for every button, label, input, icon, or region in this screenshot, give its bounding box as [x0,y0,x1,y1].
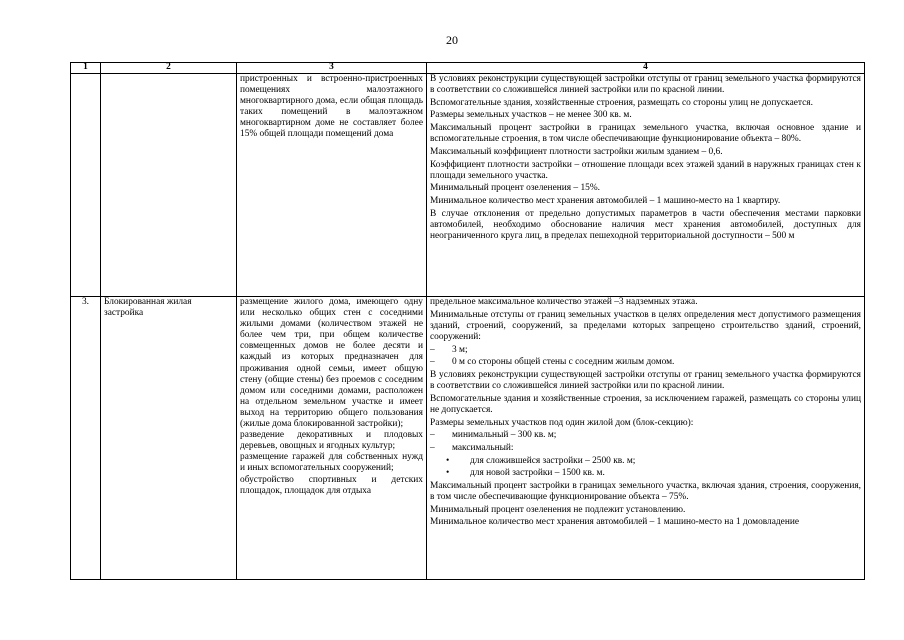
paragraph: В условиях реконструкции существующей застройки отступы от границ земельного участка формируются в соответствии со сложившейся линией застройки или по красной линии. [430,74,861,96]
bullet-marker: • [446,455,450,466]
header-cell-1: 1 [71,63,101,74]
use-item: размещение гаражей для собственных нужд и иных вспомогательных сооружений; [240,452,423,474]
dash-item [430,345,861,356]
paragraph: Максимальный коэффициент плотности застройки жилым зданием – 0,6. [430,146,723,157]
paragraph: Максимальный процент застройки в границах земельного участка, включая основное здание и вспомогательные строения, в том числе обеспечивающие функционирование объекта – 80%. [430,123,861,145]
paragraph: В условиях реконструкции существующей застройки отступы от границ земельного участка формируются в соответствии со сложившейся линией застройки или по красной линии. [430,369,861,392]
row-use-name [101,74,237,297]
row-use-name: Блокированная жилая застройка [101,297,237,580]
table-header-row [71,63,865,74]
use-description [237,297,427,580]
dash-item [430,430,861,441]
table-row [71,74,865,297]
row-number [71,74,101,297]
paragraph: Минимальное количество мест хранения автомобилей – 1 машино-место на 1 домовладение [430,517,800,528]
paragraph: Минимальное количество мест хранения автомобилей – 1 машино-место на 1 квартиру. [430,196,781,207]
dash-text: максимальный: [452,442,514,453]
dash-marker: – [430,442,435,453]
table-row [71,297,865,580]
use-item: размещение жилого дома, имеющего одну или несколько общих стен с соседними жилыми домами (количеством этажей не более чем три, при общем количестве совмещенных домов не более десяти и каждый из которых предназначен для проживания одной семьи, имеет общую стену (общие стены) без проемов с соседним домом или соседними домами, расположен на отдельном земельном участке и имеет выход на территорию общего пользования (жилые дома блокированной застройки); [240,297,423,430]
bullet-item [430,468,861,479]
header-cell-2: 2 [101,63,237,74]
page-number: 20 [446,33,458,47]
use-item: разведение декоративных и плодовых деревьев, овощных и ягодных культур; [240,430,423,452]
dash-text: 3 м; [452,344,468,355]
header-cell-4: 4 [427,63,865,74]
dash-marker: – [430,430,435,441]
use-item: обустройство спортивных и детских площадок, площадок для отдыха [240,474,423,496]
paragraph: предельное максимальное количество этажей –3 надземных этажа. [430,297,698,307]
dash-text: 0 м со стороны общей стены с соседним жилым домом. [452,357,675,368]
dash-marker: – [430,344,435,355]
paragraph: Минимальные отступы от границ земельных участков в целях определения мест допустимого размещения зданий, строений, сооружений, за пределами которых запрещено строительство зданий, строений, сооружений: [430,309,861,342]
dash-text: минимальный – 300 кв. м; [452,430,557,441]
regulations-table [70,62,865,580]
paragraph: Минимальный процент озеленения не подлежит установлению. [430,504,686,515]
paragraph: В случае отклонения от предельно допустимых параметров в части обеспечения местами парковки автомобилей, необходимо обоснование наличия мест хранения автомобилей, доступных для неограниченного круга лиц, в пределах пешеходной территориальной доступности – 500 м [430,208,861,241]
bullet-item [430,456,861,467]
paragraph: Размеры земельных участков под один жилой дом (блок-секцию): [430,417,694,428]
dash-item [430,443,861,454]
bullet-marker: • [446,468,450,479]
paragraph: Вспомогательные здания и хозяйственные строения, за исключением гаражей, размещать со стороны улиц не допускается. [430,393,861,415]
paragraph: Минимальный процент озеленения – 15%. [430,183,600,194]
use-description: пристроенных и встроенно-пристроенных помещениях малоэтажного многоквартирного дома, если общая площадь таких помещений в малоэтажном многоквартирном доме не составляет более 15% общей площади помещений дома [237,74,427,297]
row-number: 3. [71,297,101,580]
paragraph: Максимальный процент застройки в границах земельного участка, включая здания, строения, сооружения, в том числе обеспечивающие функционирование объекта – 75%. [430,480,861,503]
bullet-text: для сложившейся застройки – 2500 кв. м; [470,455,636,466]
parameters-cell [427,297,865,580]
paragraph: Размеры земельных участков – не менее 300 кв. м. [430,110,632,121]
dash-marker: – [430,357,435,368]
paragraph: Коэффициент плотности застройки – отношение площади всех этажей зданий в наружных границах стен к площади земельного участка. [430,159,861,181]
parameters-cell [427,74,865,297]
bullet-text: для новой застройки – 1500 кв. м. [470,468,605,479]
header-cell-3: 3 [237,63,427,74]
paragraph: Вспомогательные здания, хозяйственные строения, размещать со стороны улиц не допускается. [430,97,813,108]
dash-item [430,357,861,368]
